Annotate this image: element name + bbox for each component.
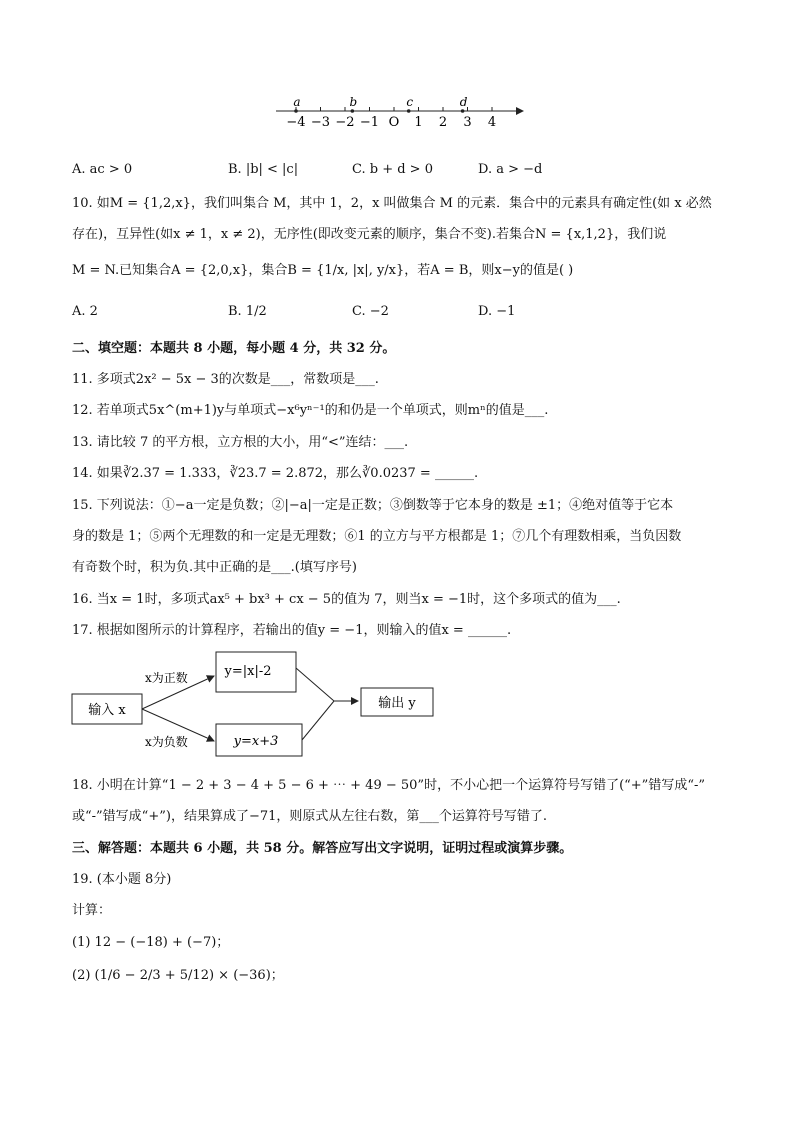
- q12-text: 12. 若单项式5x^(m+1)y与单项式−x⁶yⁿ⁻¹的和仍是一个单项式，则mⁿ的值是___.: [72, 403, 549, 418]
- q10-option-b[interactable]: B. 1/2: [228, 304, 267, 319]
- flow-lower-formula: y=x+3: [233, 734, 279, 749]
- number-line-tick-label: −4: [286, 115, 306, 130]
- number-line-tick-label: −3: [310, 115, 331, 130]
- number-line-point: [351, 109, 355, 113]
- number-line-tick-label: O: [388, 115, 400, 130]
- number-line-arrow: [516, 107, 524, 115]
- q10-option-d[interactable]: D. −1: [478, 304, 516, 319]
- number-line-tick-label: 2: [438, 115, 448, 130]
- q9-option-d[interactable]: D. a > −d: [478, 162, 543, 177]
- q10-option-c[interactable]: C. −2: [352, 304, 389, 319]
- flow-label-negative: x为负数: [145, 735, 188, 749]
- q10-line-2: 存在)，互异性(如x ≠ 1，x ≠ 2)，无序性(即改变元素的顺序，集合不变).若集合N = {x,1,2}，我们说: [72, 227, 667, 242]
- flow-merge-upper: [296, 668, 334, 701]
- q18-line-2: 或“-”错写成“+”)，结果算成了−71，则原式从左往右数，第___个运算符号写错了.: [72, 809, 548, 824]
- flow-output-label: 输出 y: [378, 696, 416, 711]
- q9-option-c[interactable]: C. b + d > 0: [352, 162, 433, 177]
- number-line-point: [461, 109, 465, 113]
- q14-text: 14. 如果∛2.37 = 1.333，∛23.7 = 2.872，那么∛0.0237 = ______.: [72, 466, 479, 481]
- q19-part-2: (2) (1/6 − 2/3 + 5/12) × (−36)；: [72, 968, 284, 983]
- number-line-tick-label: −2: [335, 115, 355, 130]
- q11-text: 11. 多项式2x² − 5x − 3的次数是___，常数项是___.: [72, 372, 379, 387]
- q10-line-1: 10. 如M = {1,2,x}，我们叫集合 M，其中 1，2，x 叫做集合 M 的元素．集合中的元素具有确定性(如 x 必然: [72, 196, 712, 211]
- number-line-tick-label: 3: [463, 115, 472, 130]
- number-line-tick-label: −1: [359, 115, 380, 130]
- number-line-point-label: d: [459, 96, 468, 109]
- number-line-point-label: b: [349, 96, 358, 109]
- flow-input-label: 输入 x: [88, 703, 126, 718]
- q10-option-a[interactable]: A. 2: [72, 304, 98, 319]
- q15-line-2: 身的数是 1；⑤两个无理数的和一定是无理数；⑥1 的立方与平方根都是 1；⑦几个有理数相乘，当负因数: [72, 529, 682, 544]
- calculation-flowchart: [70, 646, 450, 764]
- flow-label-positive: x为正数: [145, 671, 188, 685]
- q9-options: [72, 162, 732, 182]
- number-line-point-label: a: [293, 96, 301, 109]
- number-line-point: [407, 109, 411, 113]
- section-2-heading: 二、填空题：本题共 8 小题，每小题 4 分，共 32 分。: [72, 341, 396, 356]
- q15-line-1: 15. 下列说法：①−a一定是负数；②|−a|一定是正数；③倒数等于它本身的数是 ±1；④绝对值等于它本: [72, 498, 674, 513]
- flow-upper-formula: y=|x|-2: [224, 664, 272, 679]
- number-line-figure: [270, 96, 530, 136]
- q19-title: 19. (本小题 8分): [72, 872, 172, 887]
- q18-line-1: 18. 小明在计算“1 − 2 + 3 − 4 + 5 − 6 + ⋯ + 49 − 50”时，不小心把一个运算符号写错了(“+”错写成“-”: [72, 778, 706, 793]
- q19-part-1: (1) 12 − (−18) + (−7)；: [72, 935, 230, 950]
- q10-options: [72, 304, 732, 324]
- q10-line-3: M = N.已知集合A = {2,0,x}，集合B = {1/x, |x|, y/x}，若A = B，则x−y的值是( ): [72, 263, 574, 278]
- q16-text: 16. 当x = 1时，多项式ax⁵ + bx³ + cx − 5的值为 7，则当x = −1时，这个多项式的值为___.: [72, 592, 621, 607]
- section-3-heading: 三、解答题：本题共 6 小题，共 58 分。解答应写出文字说明，证明过程或演算步骤。: [72, 841, 573, 856]
- q15-line-3: 有奇数个时，积为负.其中正确的是___.(填写序号): [72, 560, 357, 575]
- number-line-tick-label: 4: [487, 115, 497, 130]
- number-line-tick-label: 1: [414, 115, 423, 130]
- number-line-point-label: c: [406, 96, 414, 109]
- q13-text: 13. 请比较 7 的平方根，立方根的大小，用“<”连结：___.: [72, 435, 409, 450]
- q9-option-a[interactable]: A. ac > 0: [72, 162, 133, 177]
- q19-prompt: 计算：: [72, 903, 112, 918]
- flow-merge-lower: [302, 701, 334, 740]
- number-line-point: [294, 109, 298, 113]
- q17-text: 17. 根据如图所示的计算程序，若输出的值y = −1，则输入的值x = ______.: [72, 623, 512, 638]
- q9-option-b[interactable]: B. |b| < |c|: [228, 162, 299, 177]
